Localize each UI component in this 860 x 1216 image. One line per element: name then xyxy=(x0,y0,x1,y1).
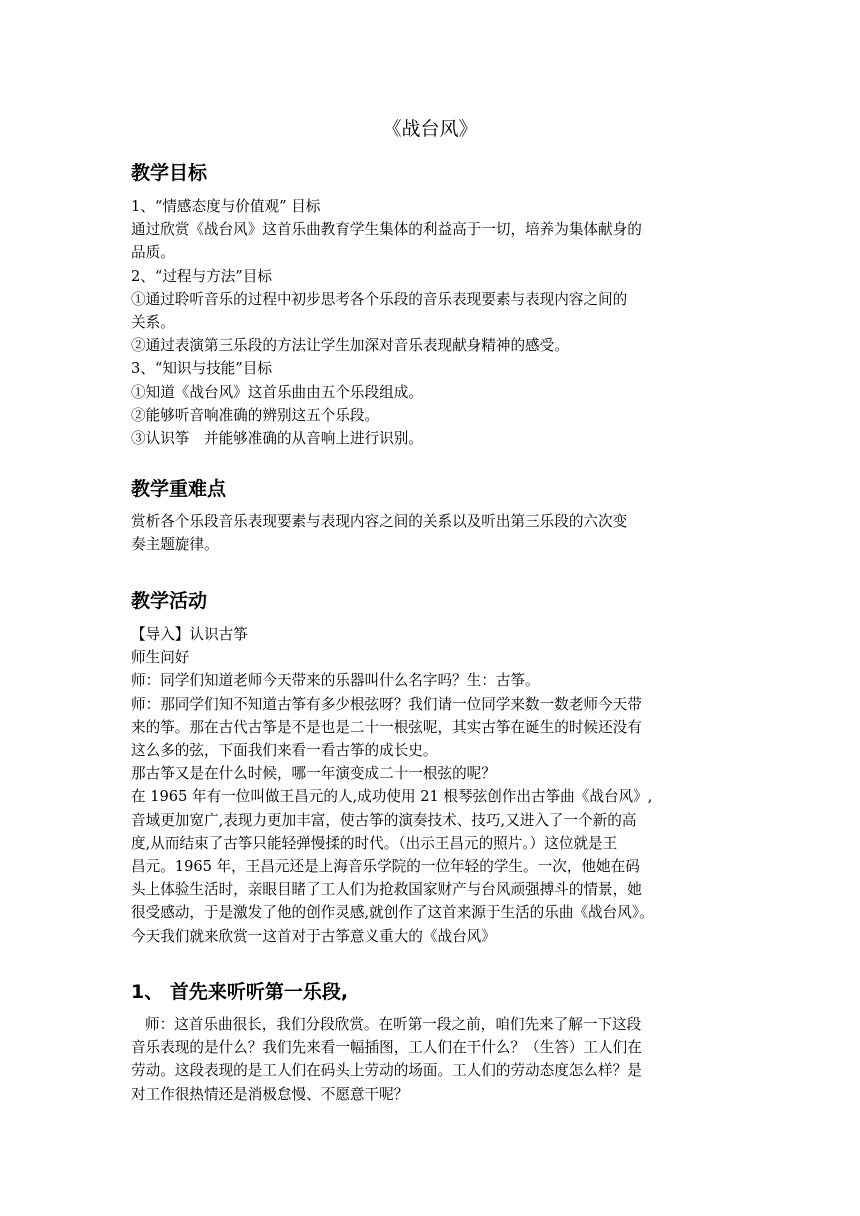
text-line: 劳动。这段表现的是工人们在码头上劳动的场面。工人们的劳动态度怎么样？是 xyxy=(131,1062,642,1080)
text-line: 昌元。1965 年，王昌元还是上海音乐学院的一位年轻的学生。一次，他她在码 xyxy=(131,858,640,876)
section-heading-activities: 教学活动 xyxy=(131,590,208,612)
text-line: 2、“过程与方法”目标 xyxy=(131,267,272,285)
text-line: ②通过表演第三乐段的方法让学生加深对音乐表现献身精神的感受。 xyxy=(131,337,569,355)
text-line: 度,从而结束了古筝只能轻弹慢揉的时代。（出示王昌元的照片。）这位就是王 xyxy=(131,834,618,852)
text-line: 那古筝又是在什么时候，哪一年演变成二十一根弦的呢？ xyxy=(131,765,496,783)
document-title: 《战台风》 xyxy=(382,118,478,140)
text-line: 这么多的弦，下面我们来看一看古筝的成长史。 xyxy=(131,742,438,760)
text-line: 今天我们就来欣赏一这首对于古筝意义重大的《战台风》 xyxy=(131,927,496,945)
section-heading-objectives: 教学目标 xyxy=(131,162,208,184)
text-line: 师：这首乐曲很长，我们分段欣赏。在听第一段之前，咱们先来了解一下这段 xyxy=(145,1016,642,1033)
text-line: 1、“情感态度与价值观” 目标 xyxy=(131,198,321,215)
text-line: 音域更加宽广,表现力更加丰富，使古筝的演奏技术、技巧,又进入了一个新的高 xyxy=(131,811,637,829)
section-heading-key-points: 教学重难点 xyxy=(131,478,227,500)
text-line: 来的筝。那在古代古筝是不是也是二十一根弦呢，其实古筝在诞生的时候还没有 xyxy=(131,718,642,736)
text-line: 音乐表现的是什么？我们先来看一幅插图，工人们在干什么？（生答）工人们在 xyxy=(131,1039,642,1057)
text-line: 头上体验生活时，亲眼目睹了工人们为抢救国家财产与台风顽强搏斗的情景，她 xyxy=(131,881,642,899)
text-line: 很受感动，于是激发了他的创作灵感,就创作了这首来源于生活的乐曲《战台风》。 xyxy=(131,904,654,922)
text-line: 【导入】认识古筝 xyxy=(131,626,248,643)
text-line: 3、“知识与技能”目标 xyxy=(131,360,272,378)
key-points-body xyxy=(131,510,731,556)
text-line: ①知道《战台风》这首乐曲由五个乐段组成。 xyxy=(131,383,423,401)
text-line: 品质。 xyxy=(131,244,175,262)
objectives-body xyxy=(131,195,731,450)
text-line: 在 1965 年有一位叫做王昌元的人,成功使用 21 根琴弦创作出古筝曲《战台风》, xyxy=(131,788,653,806)
text-line: ③认识筝 并能够准确的从音响上进行识别。 xyxy=(131,430,423,448)
text-line: 奏主题旋律。 xyxy=(131,536,219,554)
text-line: ①通过聆听音乐的过程中初步思考各个乐段的音乐表现要素与表现内容之间的 xyxy=(131,290,628,308)
text-line: 通过欣赏《战台风》这首乐曲教育学生集体的利益高于一切，培养为集体献身的 xyxy=(131,221,642,239)
text-line: ②能够听音响准确的辨别这五个乐段。 xyxy=(131,406,380,424)
text-line: 关系。 xyxy=(131,314,175,332)
text-line: 师：同学们知道老师今天带来的乐器叫什么名字吗？生：古筝。 xyxy=(131,672,540,690)
activities-body xyxy=(131,623,731,948)
text-line: 师：那同学们知不知道古筝有多少根弦呀？我们请一位同学来数一数老师今天带 xyxy=(131,695,642,713)
first-movement-body xyxy=(131,1013,731,1106)
text-line: 师生问好 xyxy=(131,649,190,667)
text-line: 赏析各个乐段音乐表现要素与表现内容之间的关系以及听出第三乐段的六次变 xyxy=(131,513,628,530)
text-line: 对工作很热情还是消极怠慢、不愿意干呢？ xyxy=(131,1085,409,1103)
section-heading-first-movement: 1、 首先来听听第一乐段, xyxy=(131,981,349,1003)
